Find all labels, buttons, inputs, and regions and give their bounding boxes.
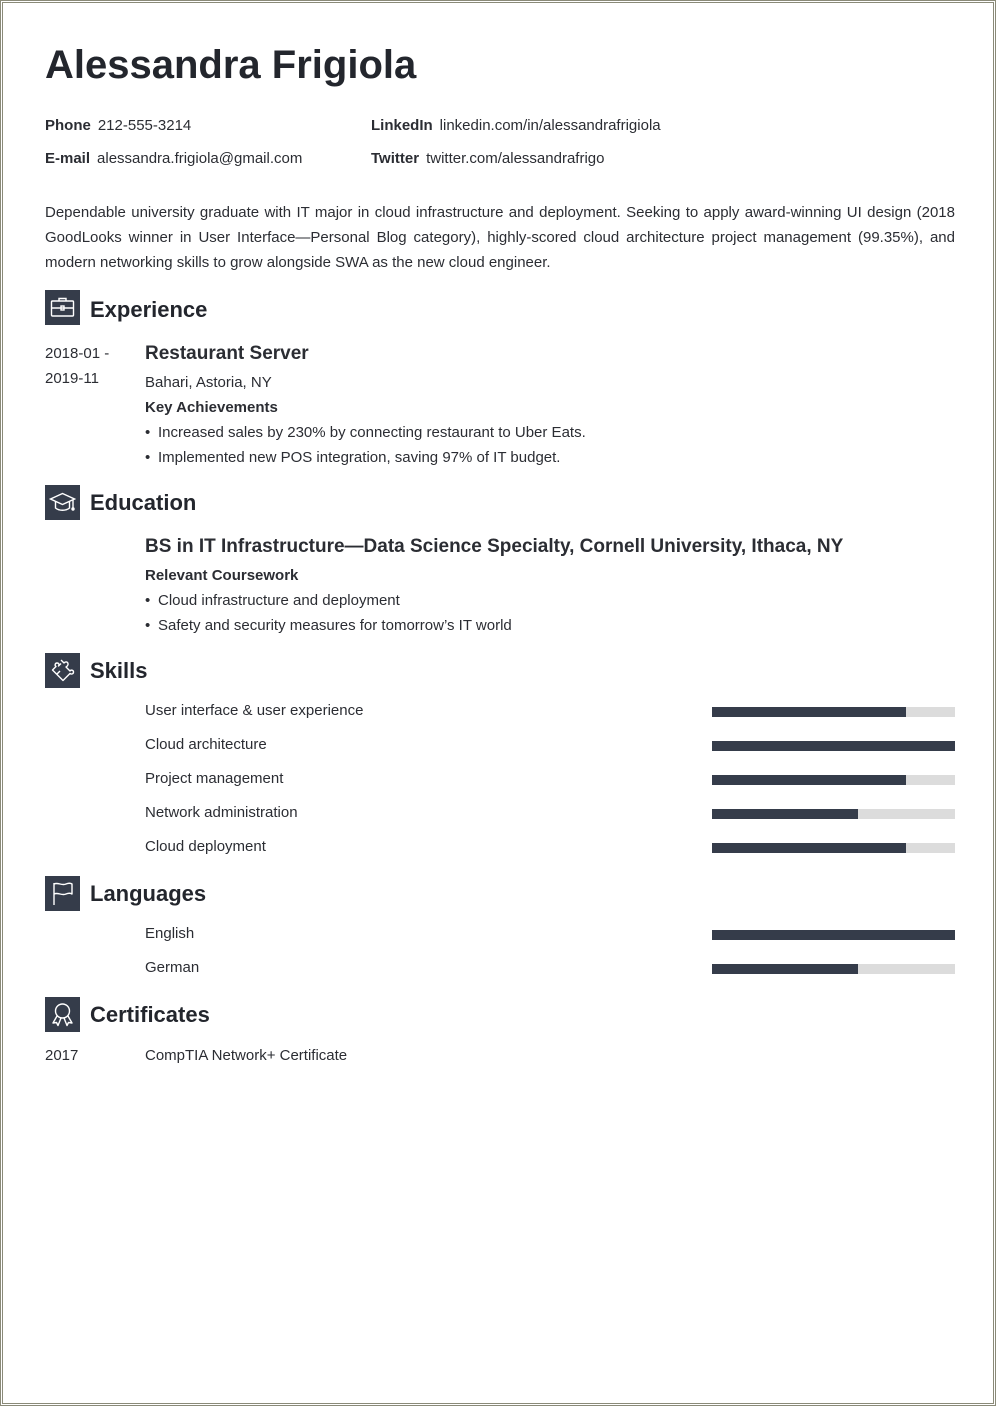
contact-phone <box>45 117 191 135</box>
languages-title: Languages <box>90 881 207 906</box>
skill-bar-fill <box>712 707 906 717</box>
skill-name: Project management <box>145 770 284 787</box>
graduation-cap-icon <box>45 485 80 520</box>
language-name: English <box>145 925 195 942</box>
skill-row <box>145 702 955 722</box>
phone-label: Phone <box>45 117 91 134</box>
linkedin-label: LinkedIn <box>371 117 433 134</box>
achievement-item: • Implemented new POS integration, saving 97% of IT budget. <box>145 449 560 466</box>
skill-bar <box>712 843 955 853</box>
experience-date-start: 2018-01 - <box>45 345 110 362</box>
skill-bar <box>712 809 955 819</box>
contact-email <box>45 150 302 168</box>
email-value: alessandra.frigiola@gmail.com <box>97 150 303 167</box>
flag-icon <box>45 876 80 911</box>
twitter-label: Twitter <box>371 150 420 167</box>
puzzle-piece-icon <box>45 653 80 688</box>
skill-name: User interface & user experience <box>145 702 364 719</box>
achievements-label: Key Achievements <box>145 399 278 416</box>
skill-bar <box>712 707 955 717</box>
job-title: Restaurant Server <box>145 343 309 364</box>
experience-date-end: 2019-11 <box>45 370 99 387</box>
degree: BS in IT Infrastructure—Data Science Specialty, Cornell University, Ithaca, NY <box>145 536 844 557</box>
skill-row <box>145 736 955 756</box>
skill-row <box>145 838 955 858</box>
skill-row <box>145 804 955 824</box>
skill-bar-fill <box>712 843 906 853</box>
language-bar-fill <box>712 930 955 940</box>
achievement-item: • Increased sales by 230% by connecting restaurant to Uber Eats. <box>145 424 586 441</box>
language-row <box>145 959 955 979</box>
skill-bar-fill <box>712 741 955 751</box>
award-ribbon-icon <box>45 997 80 1032</box>
email-label: E-mail <box>45 150 91 167</box>
linkedin-value: linkedin.com/in/alessandrafrigiola <box>439 117 661 134</box>
candidate-name: Alessandra Frigiola <box>45 43 417 87</box>
skill-bar <box>712 741 955 751</box>
education-title: Education <box>90 490 197 515</box>
certificate-name: CompTIA Network+ Certificate <box>145 1047 348 1064</box>
briefcase-icon <box>45 290 80 325</box>
language-bar <box>712 964 955 974</box>
skills-title: Skills <box>90 658 148 683</box>
skill-bar-fill <box>712 809 858 819</box>
summary: Dependable university graduate with IT major in cloud infrastructure and deployment. Seeking to apply award-winning UI design (2018 GoodLooks winner in User Interface—Personal Blog category), highly-scored cloud architecture project management (99.35%), and modern networking skills to grow alongside SWA as the new cloud engineer. <box>45 204 955 271</box>
language-bar <box>712 930 955 940</box>
skill-name: Network administration <box>145 804 298 821</box>
skill-name: Cloud architecture <box>145 736 267 753</box>
coursework-item: • Safety and security measures for tomorrow’s IT world <box>145 617 512 634</box>
coursework-item: • Cloud infrastructure and deployment <box>145 592 400 609</box>
skill-name: Cloud deployment <box>145 838 266 855</box>
twitter-value: twitter.com/alessandrafrigo <box>426 150 605 167</box>
contact-linkedin <box>371 117 661 135</box>
skill-row <box>145 770 955 790</box>
employer: Bahari, Astoria, NY <box>145 374 272 391</box>
certificates-title: Certificates <box>90 1002 210 1027</box>
language-row <box>145 925 955 945</box>
phone-value: 212-555-3214 <box>97 117 192 134</box>
certificate-year: 2017 <box>45 1047 79 1064</box>
language-name: German <box>145 959 200 976</box>
skill-bar-fill <box>712 775 906 785</box>
contact-twitter <box>371 150 604 168</box>
experience-title: Experience <box>90 297 208 322</box>
coursework-label: Relevant Coursework <box>145 567 299 584</box>
language-bar-fill <box>712 964 858 974</box>
skill-bar <box>712 775 955 785</box>
